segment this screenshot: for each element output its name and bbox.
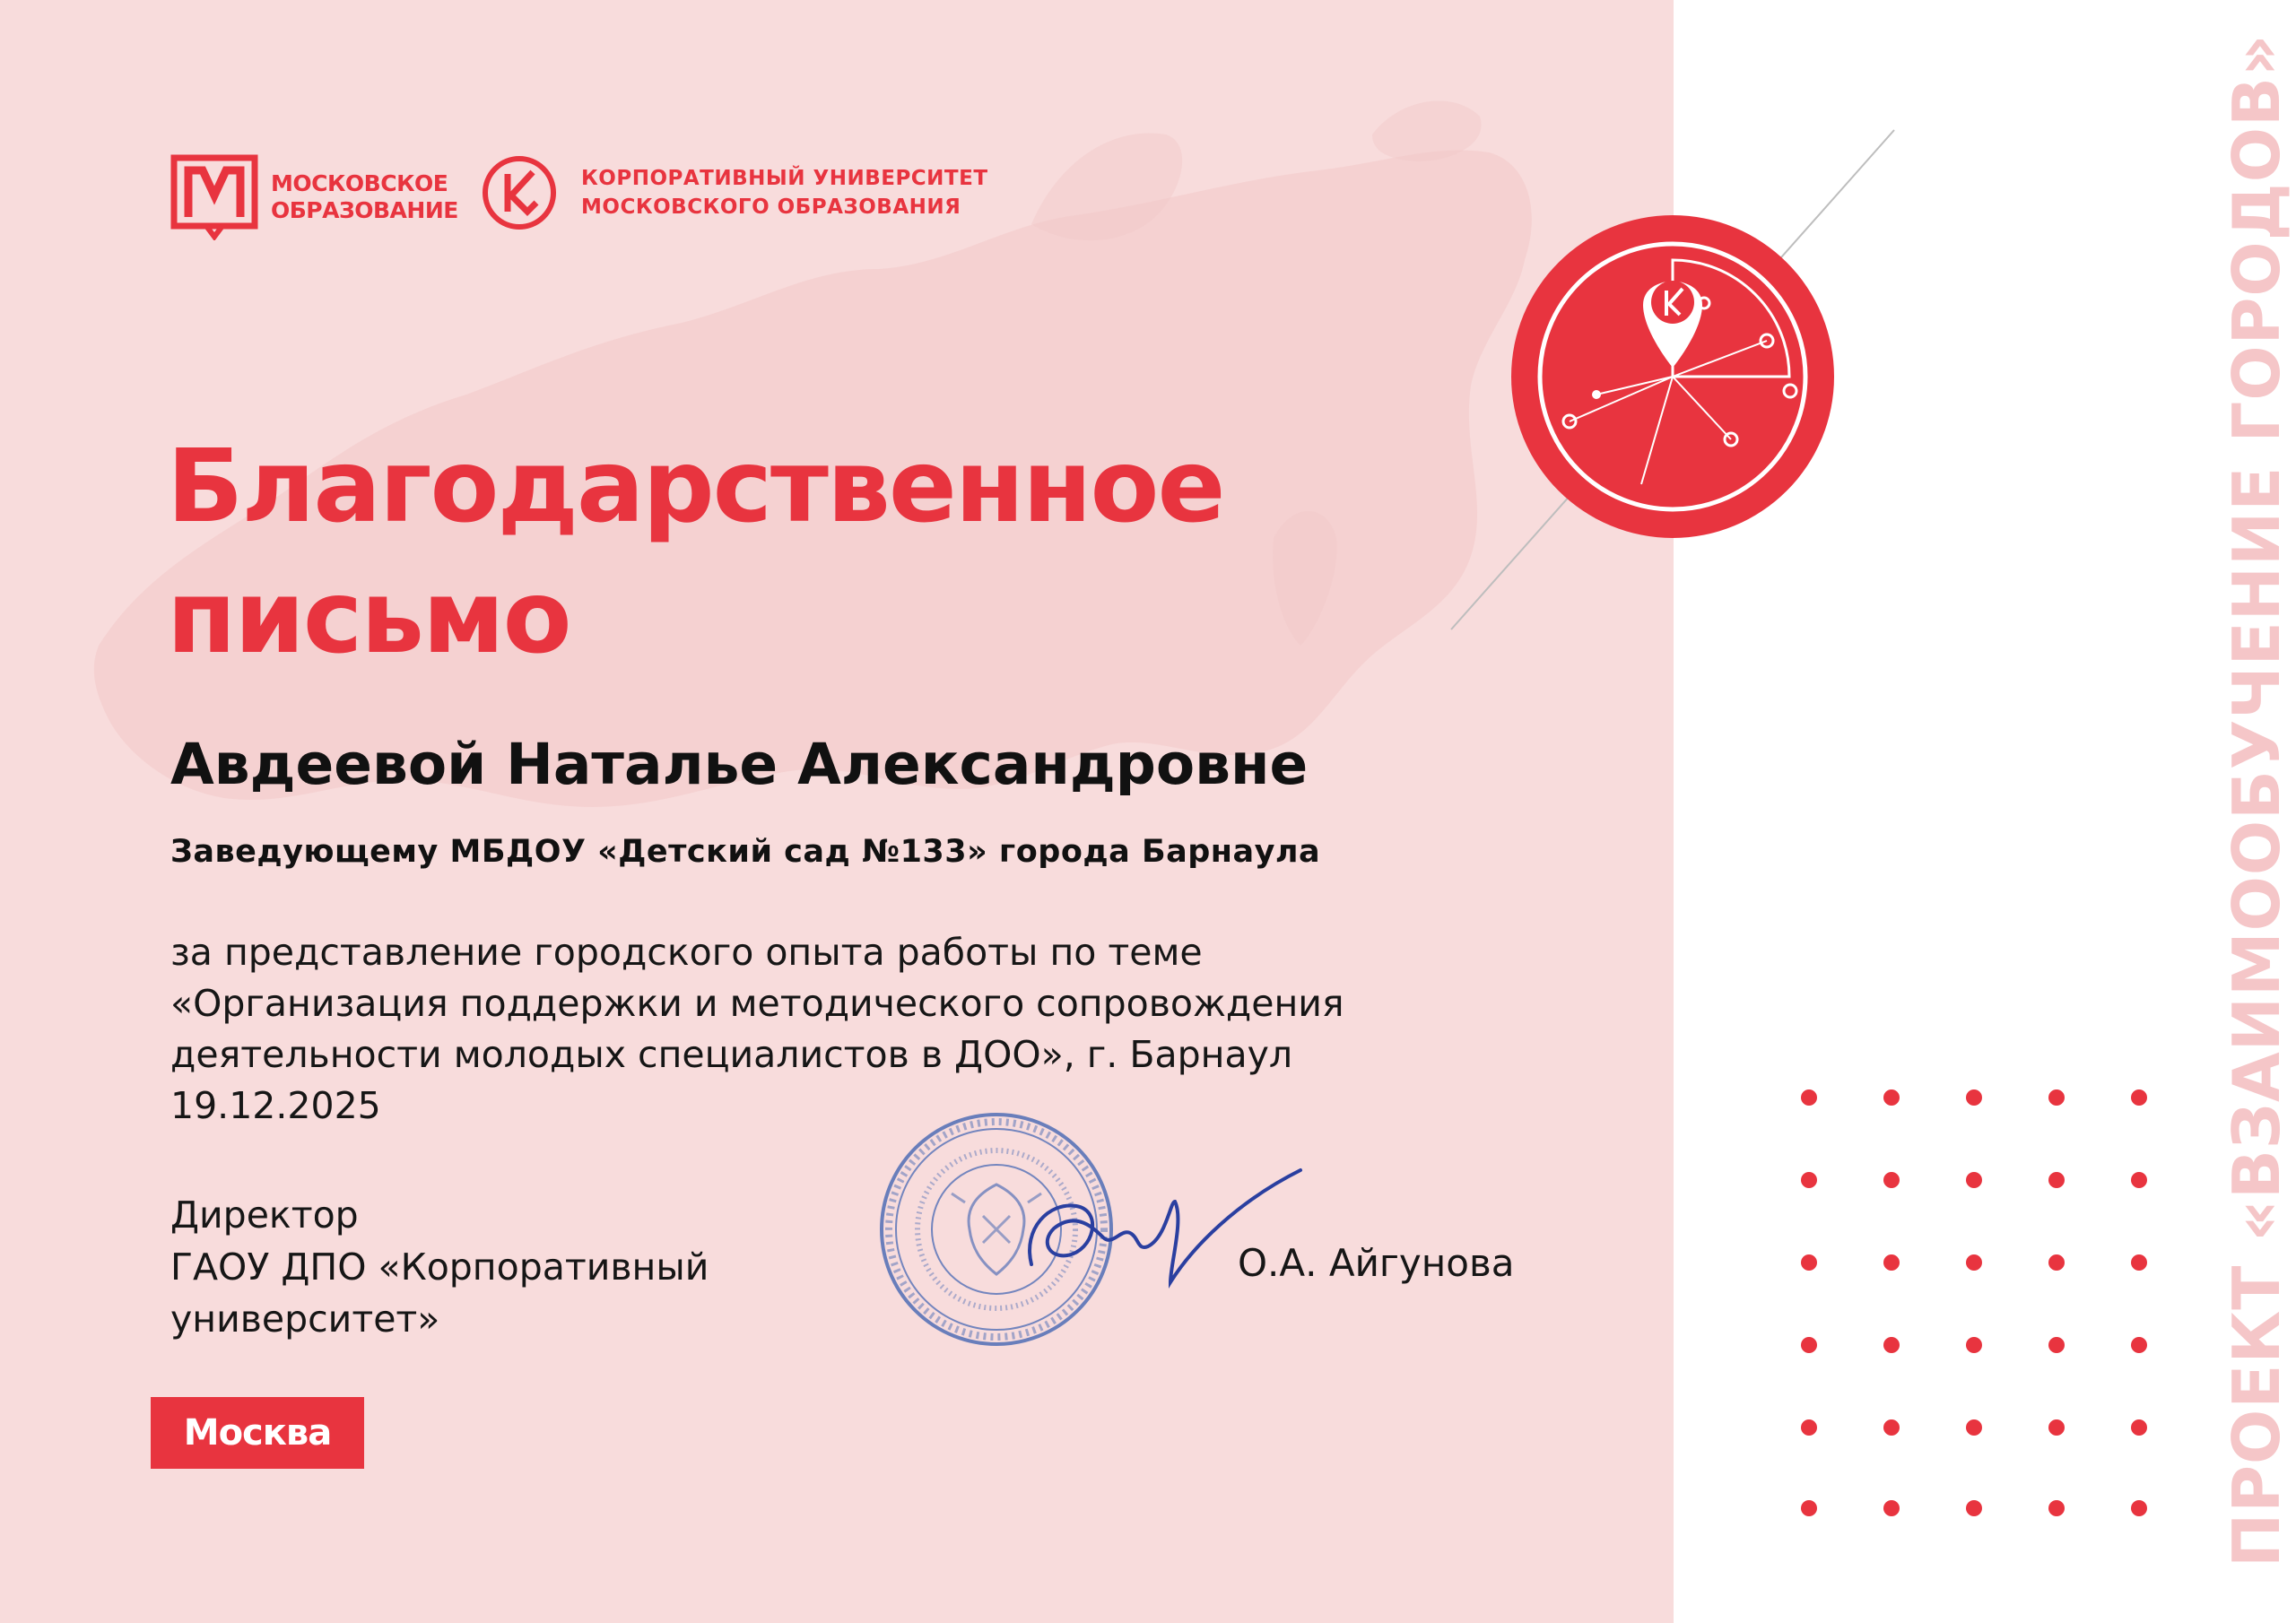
project-emblem <box>1435 126 1901 646</box>
logo-line-2: ОБРАЗОВАНИЕ <box>271 197 458 223</box>
recipient-position: Заведующему МБДОУ «Детский сад №133» города Барнаула <box>170 834 1321 870</box>
moscow-education-logo <box>170 154 458 240</box>
moscow-education-m-logo-icon <box>170 154 258 240</box>
gratitude-text <box>170 927 1570 1132</box>
title-line-1: Благодарственное <box>167 429 1224 545</box>
corporate-university-k-logo-icon <box>481 154 558 231</box>
title-line-2: письмо <box>167 560 570 676</box>
signer-line-3: университет» <box>170 1298 440 1341</box>
document-date: 19.12.2025 <box>170 1084 381 1127</box>
logo-line-2: МОСКОВСКОГО ОБРАЗОВАНИЯ <box>581 195 961 219</box>
gratitude-line-2: «Организация поддержки и методического сопровождения <box>170 982 1344 1025</box>
gratitude-line-3: деятельности молодых специалистов в ДОО», г. Барнаул <box>170 1033 1293 1076</box>
recipient-name: Авдеевой Наталье Александровне <box>170 732 1309 797</box>
corporate-university-logo-text <box>581 164 988 221</box>
moscow-education-logo-text <box>271 170 458 224</box>
signer-line-2: ГАОУ ДПО «Корпоративный <box>170 1245 709 1289</box>
logo-line-1: КОРПОРАТИВНЫЙ УНИВЕРСИТЕТ <box>581 167 988 190</box>
signer-line-1: Директор <box>170 1193 359 1237</box>
project-side-title: ПРОЕКТ «ВЗАИМООБУЧЕНИЕ ГОРОДОВ» <box>2219 33 2294 1567</box>
corporate-university-logo <box>481 154 988 231</box>
logo-line-1: МОСКОВСКОЕ <box>271 170 448 196</box>
gratitude-line-1: за представление городского опыта работы по теме <box>170 931 1203 974</box>
signer-title <box>170 1189 709 1345</box>
document-title <box>167 421 1223 683</box>
signer-name: О.А. Айгунова <box>1238 1241 1515 1285</box>
moscow-badge: Москва <box>151 1397 364 1469</box>
decorative-dot-grid <box>1798 1087 2157 1517</box>
